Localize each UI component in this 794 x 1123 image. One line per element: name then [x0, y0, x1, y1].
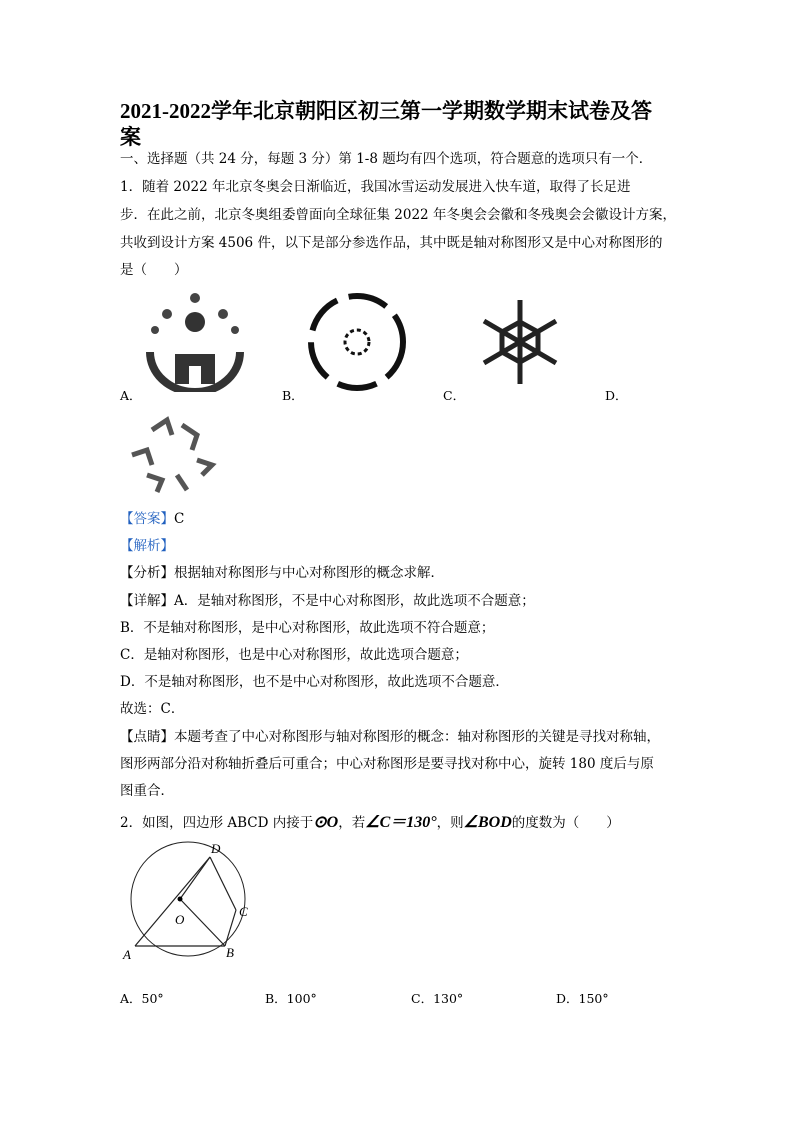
point-d-label: D	[211, 841, 221, 856]
q1-option-c: C．	[443, 388, 466, 403]
detail: A．是轴对称图形，不是中心对称图形，故此选项不合题意；	[174, 593, 535, 609]
comment-line	[120, 728, 660, 746]
circle-o-math: ⊙O	[313, 814, 339, 831]
point-b-label: B	[226, 945, 234, 960]
q1-line: 是（ ）	[120, 262, 188, 278]
fenxi-tag: 【分析】	[120, 565, 174, 581]
detail-tag: 【详解】	[120, 593, 174, 609]
section-heading: 一、选择题（共 24 分，每题 3 分）第 1-8 题均有四个选项，符合题意的选项只有一个．	[120, 151, 653, 167]
title: 2021-2022学年北京朝阳区初三第一学期数学期末试卷及答	[120, 99, 652, 123]
point-o-label: O	[175, 912, 185, 927]
q2-option-b: B．100°	[265, 991, 317, 1006]
answer-line	[120, 510, 184, 528]
q1-option-a: A．	[120, 388, 142, 403]
angle-c-math: ∠C＝130°	[365, 814, 437, 831]
point-a-label: A	[123, 947, 131, 962]
q2-option-d: D．150°	[556, 991, 609, 1006]
emblem-c-image	[470, 292, 570, 392]
conclusion: 故选：C．	[120, 701, 185, 717]
point-c-label: C	[239, 904, 248, 919]
answer: C	[174, 511, 185, 527]
analysis-tag: 【解析】	[120, 538, 174, 554]
answer-tag: 【答案】	[120, 511, 174, 527]
emblem-d-image	[122, 410, 217, 495]
emblem-b-image	[305, 292, 410, 392]
comment: 本题考查了中心对称图形与轴对称图形的概念：轴对称图形的关键是寻找对称轴，	[174, 729, 660, 745]
detail-line: C．是轴对称图形，也是中心对称图形，故此选项合题意；	[120, 647, 468, 663]
title-cont: 案	[120, 125, 141, 149]
q2-stem	[120, 814, 620, 832]
comment-tag: 【点睛】	[120, 729, 174, 745]
detail-line: B．不是轴对称图形，是中心对称图形，故此选项不符合题意；	[120, 620, 495, 636]
q2-suffix: 的度数为（ ）	[511, 815, 620, 831]
comment-line: 图形两部分沿对称轴折叠后可重合；中心对称图形是要寻找对称中心，旋转 180 度后与原	[120, 756, 654, 772]
q1-line: 共收到设计方案 4506 件，以下是部分参选作品，其中既是轴对称图形又是中心对称图形的	[120, 235, 663, 251]
emblem-a-image	[145, 292, 245, 392]
q1-option-d: D．	[605, 388, 628, 403]
circle-diagram	[115, 835, 275, 980]
q1-line: 步．在此之前，北京冬奥组委曾面向全球征集 2022 年冬奥会会徽和冬残奥会会徽设计方案，	[120, 207, 676, 223]
q1-option-b: B．	[282, 388, 304, 403]
q2-option-a: A．50°	[120, 991, 164, 1006]
comment-line: 图重合．	[120, 783, 174, 799]
q1-line: 1．随着 2022 年北京冬奥会日渐临近，我国冰雪运动发展进入快车道，取得了长足进	[120, 179, 631, 195]
q2-mid: ，则	[436, 815, 464, 831]
q2-prefix: 2．如图，四边形 ABCD 内接于	[120, 815, 314, 831]
q2-mid: ，若	[338, 815, 366, 831]
detail-line	[120, 592, 535, 610]
fenxi-line	[120, 564, 444, 582]
angle-bod-math: ∠BOD	[463, 814, 512, 831]
fenxi: 根据轴对称图形与中心对称图形的概念求解．	[174, 565, 444, 581]
q2-option-c: C．130°	[411, 991, 464, 1006]
detail-line: D．不是轴对称图形，也不是中心对称图形，故此选项不合题意．	[120, 674, 509, 690]
